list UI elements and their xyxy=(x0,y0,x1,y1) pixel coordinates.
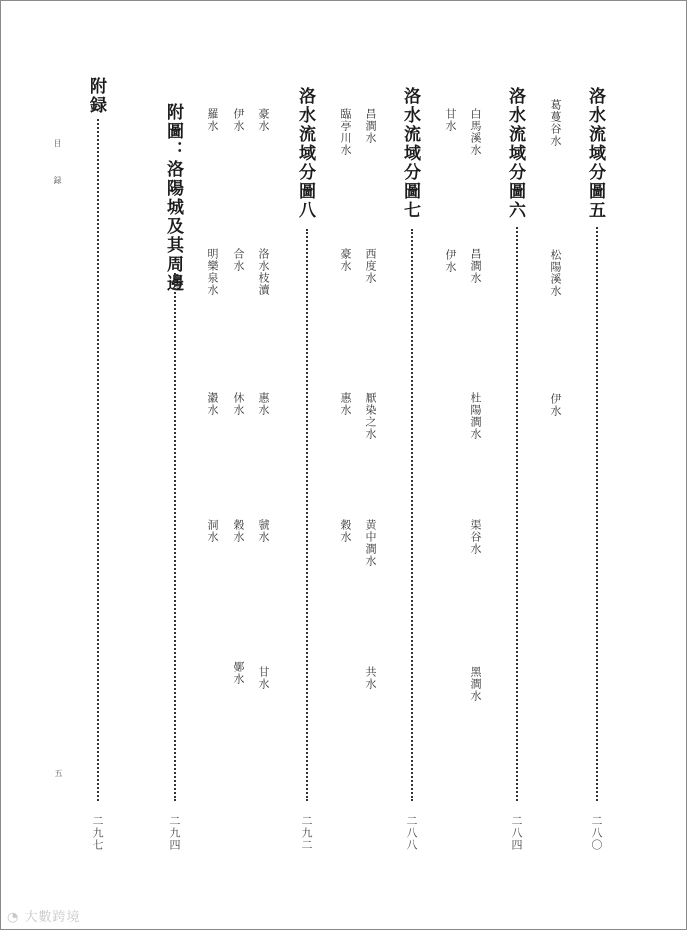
river-entry: 洞水 xyxy=(206,519,219,543)
heading-map-8[interactable]: 洛水流域分圖八 xyxy=(295,87,315,220)
river-entry: 甘水 xyxy=(444,108,457,132)
page-number-5: 二八〇 xyxy=(590,815,603,851)
river-entry: 杜陽澗水 xyxy=(469,392,482,440)
river-entry: 羅水 xyxy=(206,108,219,132)
watermark xyxy=(7,906,81,925)
river-entry: 共水 xyxy=(364,666,377,690)
river-entry: 伊水 xyxy=(549,393,562,417)
river-entry: 惠水 xyxy=(257,392,270,416)
page-number-6: 二八四 xyxy=(510,815,523,851)
river-entry: 臨亭川水 xyxy=(339,108,352,156)
river-entry: 昌澗水 xyxy=(469,248,482,284)
river-entry: 厭染之水 xyxy=(364,392,377,440)
river-entry: 甘水 xyxy=(257,666,270,690)
river-entry: 伊水 xyxy=(444,249,457,273)
river-entry: 黑澗水 xyxy=(469,666,482,702)
page-number-7: 二八八 xyxy=(405,815,418,851)
river-entry: 虢水 xyxy=(257,519,270,543)
river-entry: 松陽溪水 xyxy=(549,249,562,297)
river-entry: 穀水 xyxy=(232,519,245,543)
heading-map-7[interactable]: 洛水流域分圖七 xyxy=(400,87,420,220)
heading-appendix-map[interactable]: 附圖：洛陽城及其周邊 xyxy=(163,103,183,293)
river-entry: 洛水枝瀆 xyxy=(257,248,270,296)
river-entry: 鄤水 xyxy=(232,661,245,685)
river-entry: 西度水 xyxy=(364,248,377,284)
heading-appendix[interactable]: 附録 xyxy=(86,77,106,115)
folio-number: 五 xyxy=(54,769,63,779)
heading-map-6[interactable]: 洛水流域分圖六 xyxy=(505,87,525,220)
river-entry: 昌澗水 xyxy=(364,108,377,144)
leader-dots-appendix-map xyxy=(174,273,176,801)
river-entry: 休水 xyxy=(232,392,245,416)
heading-map-5[interactable]: 洛水流域分圖五 xyxy=(585,87,605,220)
page-number-appendix: 二九七 xyxy=(91,815,104,851)
river-entry: 白馬溪水 xyxy=(469,108,482,156)
river-entry: 瀫水 xyxy=(206,392,219,416)
leader-dots-6 xyxy=(516,227,518,801)
leader-dots-7 xyxy=(411,229,413,801)
page-number-appendix-map: 二九四 xyxy=(168,815,181,851)
river-entry: 豪水 xyxy=(257,108,270,132)
leader-dots-5 xyxy=(596,227,598,801)
leader-dots-appendix xyxy=(97,119,99,801)
river-entry: 豪水 xyxy=(339,248,352,272)
river-entry: 渠谷水 xyxy=(469,519,482,555)
river-entry: 伊水 xyxy=(232,108,245,132)
river-entry: 合水 xyxy=(232,248,245,272)
watermark-logo-icon: ◔ xyxy=(7,910,25,925)
river-entry: 明樂泉水 xyxy=(206,248,219,296)
page-number-8: 二九二 xyxy=(300,815,313,851)
river-entry: 穀水 xyxy=(339,519,352,543)
leader-dots-8 xyxy=(306,229,308,801)
running-head: 目 録 xyxy=(53,139,62,194)
watermark-text: 大數跨境 xyxy=(24,910,81,925)
river-entry: 惠水 xyxy=(339,392,352,416)
river-entry: 黄中澗水 xyxy=(364,519,377,567)
river-entry: 葛蔓谷水 xyxy=(549,99,562,147)
